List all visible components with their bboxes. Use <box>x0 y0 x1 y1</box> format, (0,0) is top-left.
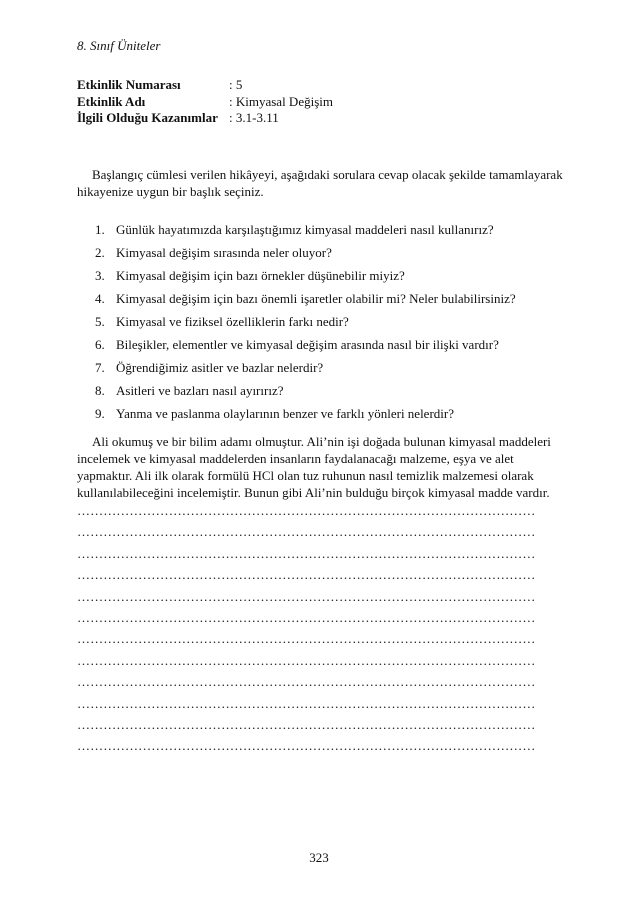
question-text: Kimyasal değişim için bazı örnekler düşünebilir miyiz? <box>116 267 405 283</box>
answer-line: …………………………………………………………………………………………… <box>77 674 536 690</box>
question-text: Öğrendiğimiz asitler ve bazlar nelerdir? <box>116 360 324 376</box>
answer-area <box>77 500 547 757</box>
answer-line: …………………………………………………………………………………………… <box>77 503 536 518</box>
question-item <box>95 287 565 310</box>
activity-number-row <box>77 77 333 94</box>
activity-name-label: Etkinlik Adı <box>77 93 146 109</box>
answer-line: …………………………………………………………………………………………… <box>77 545 536 561</box>
question-number: 3. <box>95 267 105 283</box>
answer-line: …………………………………………………………………………………………… <box>77 738 536 754</box>
activity-info <box>77 77 333 127</box>
answer-line: …………………………………………………………………………………………… <box>77 609 536 625</box>
question-item <box>95 403 565 426</box>
answer-line: …………………………………………………………………………………………… <box>77 716 536 732</box>
question-number: 4. <box>95 290 105 306</box>
question-item <box>95 380 565 403</box>
question-number: 5. <box>95 313 105 329</box>
answer-line: …………………………………………………………………………………………… <box>77 524 536 540</box>
outcomes-row <box>77 110 333 127</box>
question-item <box>95 218 565 241</box>
question-item <box>95 310 565 333</box>
answer-line: …………………………………………………………………………………………… <box>77 652 536 668</box>
question-item <box>95 357 565 380</box>
story-paragraph: Ali okumuş ve bir bilim adamı olmuştur. Ali’nin işi doğada bulunan kimyasal maddeleri incelemek ve kimyasal maddelerden insanların faydalanacağı malzeme, eşya ve alet yapmaktır. Ali ilk olarak formülü HCl olan tuz ruhunun nasıl temizlik malzemesi olarak kullanılabileceğini incelemiştir. Bunun gibi Ali’nin bulduğu birçok kimyasal madde vardır. <box>77 434 551 500</box>
answer-line: …………………………………………………………………………………………… <box>77 588 536 604</box>
question-number: 2. <box>95 244 105 260</box>
outcomes-label: İlgili Olduğu Kazanımlar <box>77 110 218 125</box>
question-number: 7. <box>95 360 105 376</box>
activity-number-label: Etkinlik Numarası <box>77 77 181 92</box>
question-item <box>95 264 565 287</box>
question-number: 1. <box>95 221 105 237</box>
page-number: 323 <box>309 850 329 865</box>
question-item <box>95 333 565 356</box>
question-number: 9. <box>95 406 105 422</box>
question-number: 6. <box>95 337 105 353</box>
answer-line: …………………………………………………………………………………………… <box>77 695 536 711</box>
question-text: Bileşikler, elementler ve kimyasal değişim arasında nasıl bir ilişki vardır? <box>116 337 499 353</box>
question-text: Kimyasal değişim sırasında neler oluyor? <box>116 244 332 260</box>
activity-name-row <box>77 94 333 111</box>
question-number: 8. <box>95 383 105 399</box>
answer-line: …………………………………………………………………………………………… <box>77 567 536 583</box>
outcomes-value: : 3.1-3.11 <box>229 110 279 125</box>
question-text: Günlük hayatımızda karşılaştığımız kimyasal maddeleri nasıl kullanırız? <box>116 221 494 237</box>
question-item <box>95 241 565 264</box>
question-text: Asitleri ve bazları nasıl ayırırız? <box>116 383 284 399</box>
question-text: Kimyasal değişim için bazı önemli işaretler olabilir mi? Neler bulabilirsiniz? <box>116 290 516 306</box>
question-text: Yanma ve paslanma olaylarının benzer ve farklı yönleri nelerdir? <box>116 406 454 422</box>
page-header: 8. Sınıf Üniteler <box>77 38 161 53</box>
question-text: Kimyasal ve fiziksel özelliklerin farkı nedir? <box>116 313 349 329</box>
answer-line: …………………………………………………………………………………………… <box>77 631 536 647</box>
activity-number-value: : 5 <box>229 77 243 92</box>
activity-name-value: : Kimyasal Değişim <box>229 93 333 109</box>
question-list <box>95 218 565 426</box>
intro-paragraph: Başlangıç cümlesi verilen hikâyeyi, aşağıdaki sorulara cevap olacak şekilde tamamlayarak hikayenize uygun bir başlık seçiniz. <box>77 167 563 199</box>
